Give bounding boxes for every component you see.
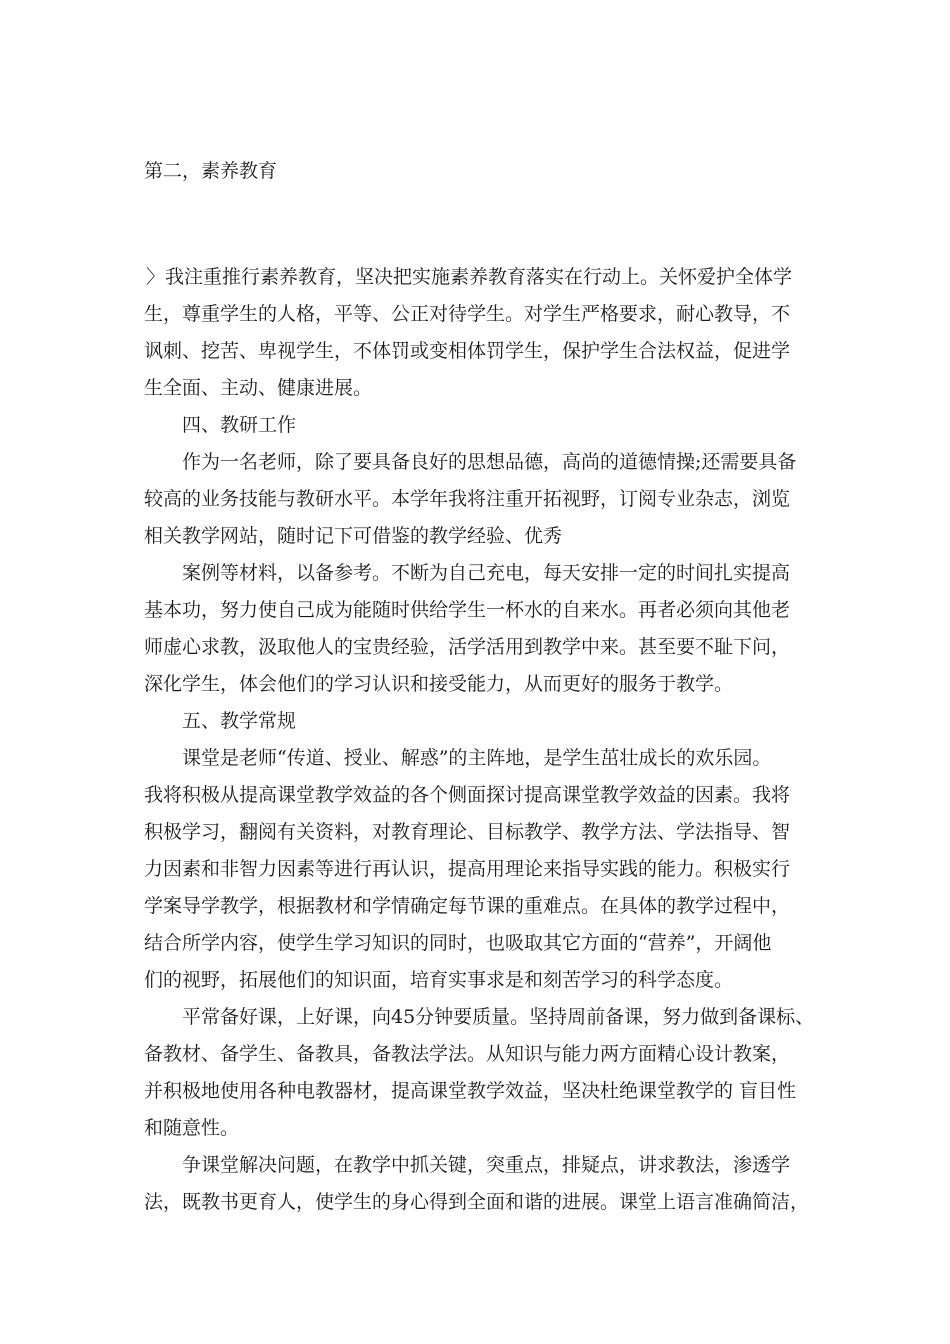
paragraph-line: 力因素和非智力因素等进行再认识，提高用理论来指导实践的能力。积极实行 (144, 858, 791, 880)
paragraph-line: 基本功，努力使自己成为能随时供给学生一杯水的自来水。再者必须向其他老 (144, 599, 791, 621)
paragraph-line: 深化学生，体会他们的学习认识和接受能力，从而更好的服务于教学。 (144, 673, 734, 695)
paragraph-line: 法，既教书更育人，使学生的身心得到全面和谐的进展。课堂上语言准确简洁， (144, 1191, 810, 1213)
paragraph-line: 争课堂解决问题，在教学中抓关键，突重点，排疑点，讲求教法，渗透学 (182, 1154, 791, 1176)
paragraph-line: 师虚心求教，汲取他人的宝贵经验，活学活用到教学中来。甚至要不耻下问， (144, 636, 791, 658)
paragraph-line: 较高的业务技能与教研水平。本学年我将注重开拓视野，订阅专业杂志，浏览 (144, 488, 791, 510)
section-heading: 第二，素养教育 (144, 160, 278, 182)
paragraph-line: 积极学习，翻阅有关资料，对教育理论、目标教学、教学方法、学法指导、智 (144, 821, 791, 843)
paragraph-line: 生，尊重学生的人格，平等、公正对待学生。对学生严格要求，耐心教导，不 (144, 303, 791, 325)
paragraph-line: 我将积极从提高课堂教学效益的各个侧面探讨提高课堂教学效益的因素。我将 (144, 784, 791, 806)
subsection-heading: 五、教学常规 (182, 710, 297, 732)
paragraph-line: 课堂是老师“传道、授业、解惑”的主阵地，是学生茁壮成长的欢乐园。 (182, 747, 772, 769)
paragraph-line: 〉我注重推行素养教育，坚决把实施素养教育落实在行动上。关怀爱护全体学 (146, 266, 793, 288)
subsection-heading: 四、教研工作 (182, 414, 297, 436)
paragraph-line: 案例等材料，以备参考。不断为自己充电，每天安排一定的时间扎实提高 (182, 562, 791, 584)
paragraph-line: 相关教学网站，随时记下可借鉴的教学经验、优秀 (144, 525, 563, 547)
paragraph-line: 们的视野，拓展他们的知识面，培育实事求是和刻苦学习的科学态度。 (144, 969, 734, 991)
paragraph-line: 备教材、备学生、备教具，备教法学法。从知识与能力两方面精心设计教案， (144, 1043, 791, 1065)
paragraph-line: 平常备好课，上好课，向45分钟要质量。坚持周前备课，努力做到备课标、 (182, 1006, 815, 1028)
paragraph-line: 讽刺、挖苦、卑视学生，不体罚或变相体罚学生，保护学生合法权益，促进学 (144, 340, 791, 362)
paragraph-line: 结合所学内容，使学生学习知识的同时，也吸取其它方面的“营养”，开阔他 (144, 932, 772, 954)
paragraph-line: 和随意性。 (144, 1117, 240, 1139)
paragraph-line: 作为一名老师，除了要具备良好的思想品德，高尚的道德情操;还需要具备 (182, 451, 797, 473)
paragraph-line: 学案导学教学，根据教材和学情确定每节课的重难点。在具体的教学过程中， (144, 895, 791, 917)
paragraph-line: 并积极地使用各种电教器材，提高课堂教学效益，坚决杜绝课堂教学的 盲目性 (144, 1080, 797, 1102)
paragraph-line: 生全面、主动、健康进展。 (144, 377, 373, 399)
